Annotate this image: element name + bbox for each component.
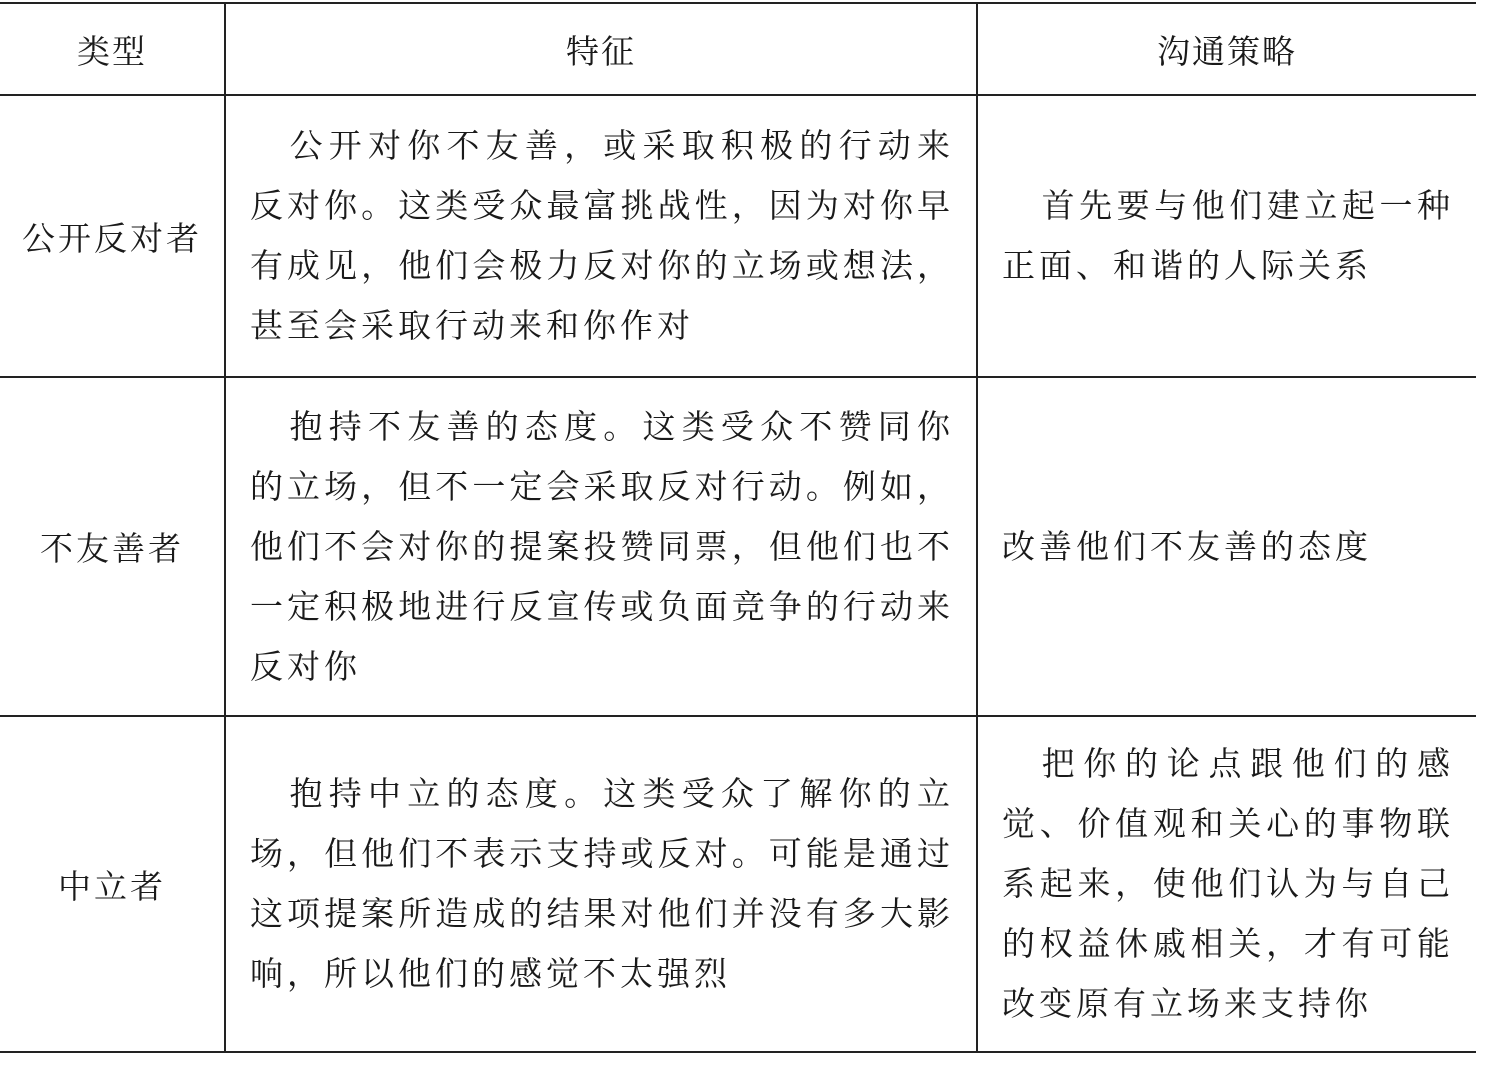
strategy-text: 改善他们不友善的态度 [1002,526,1372,566]
table-header-row [0,3,1476,95]
type-cell: 不友善者 [0,377,225,716]
features-cell [225,377,977,716]
features-cell [225,95,977,377]
features-text: 抱持不友善的态度。这类受众不赞同你的立场，但不一定会采取反对行动。例如，他们不会对你的提案投赞同票，但他们也不一定积极地进行反宣传或负面竞争的行动来反对你 [250,406,954,686]
audience-strategy-table [0,2,1476,1053]
type-cell: 中立者 [0,716,225,1052]
features-text: 抱持中立的态度。这类受众了解你的立场，但他们不表示支持或反对。可能是通过这项提案所造成的结果对他们并没有多大影响，所以他们的感觉不太强烈 [250,774,954,993]
type-cell: 公开反对者 [0,95,225,377]
table-row [0,716,1476,1052]
features-text: 公开对你不友善，或采取积极的行动来反对你。这类受众最富挑战性，因为对你早有成见，他们会极力反对你的立场或想法，甚至会采取行动来和你作对 [250,126,954,345]
features-cell [225,716,977,1052]
strategy-text: 把你的论点跟他们的感觉、价值观和关心的事物联系起来，使他们认为与自己的权益休戚相关，才有可能改变原有立场来支持你 [1002,744,1454,1023]
header-features: 特征 [225,3,977,95]
strategy-cell [977,377,1476,716]
table-row [0,95,1476,377]
strategy-cell [977,716,1476,1052]
header-type: 类型 [0,3,225,95]
table-row [0,377,1476,716]
strategy-text: 首先要与他们建立起一种正面、和谐的人际关系 [1002,186,1454,285]
header-strategy: 沟通策略 [977,3,1476,95]
strategy-cell [977,95,1476,377]
